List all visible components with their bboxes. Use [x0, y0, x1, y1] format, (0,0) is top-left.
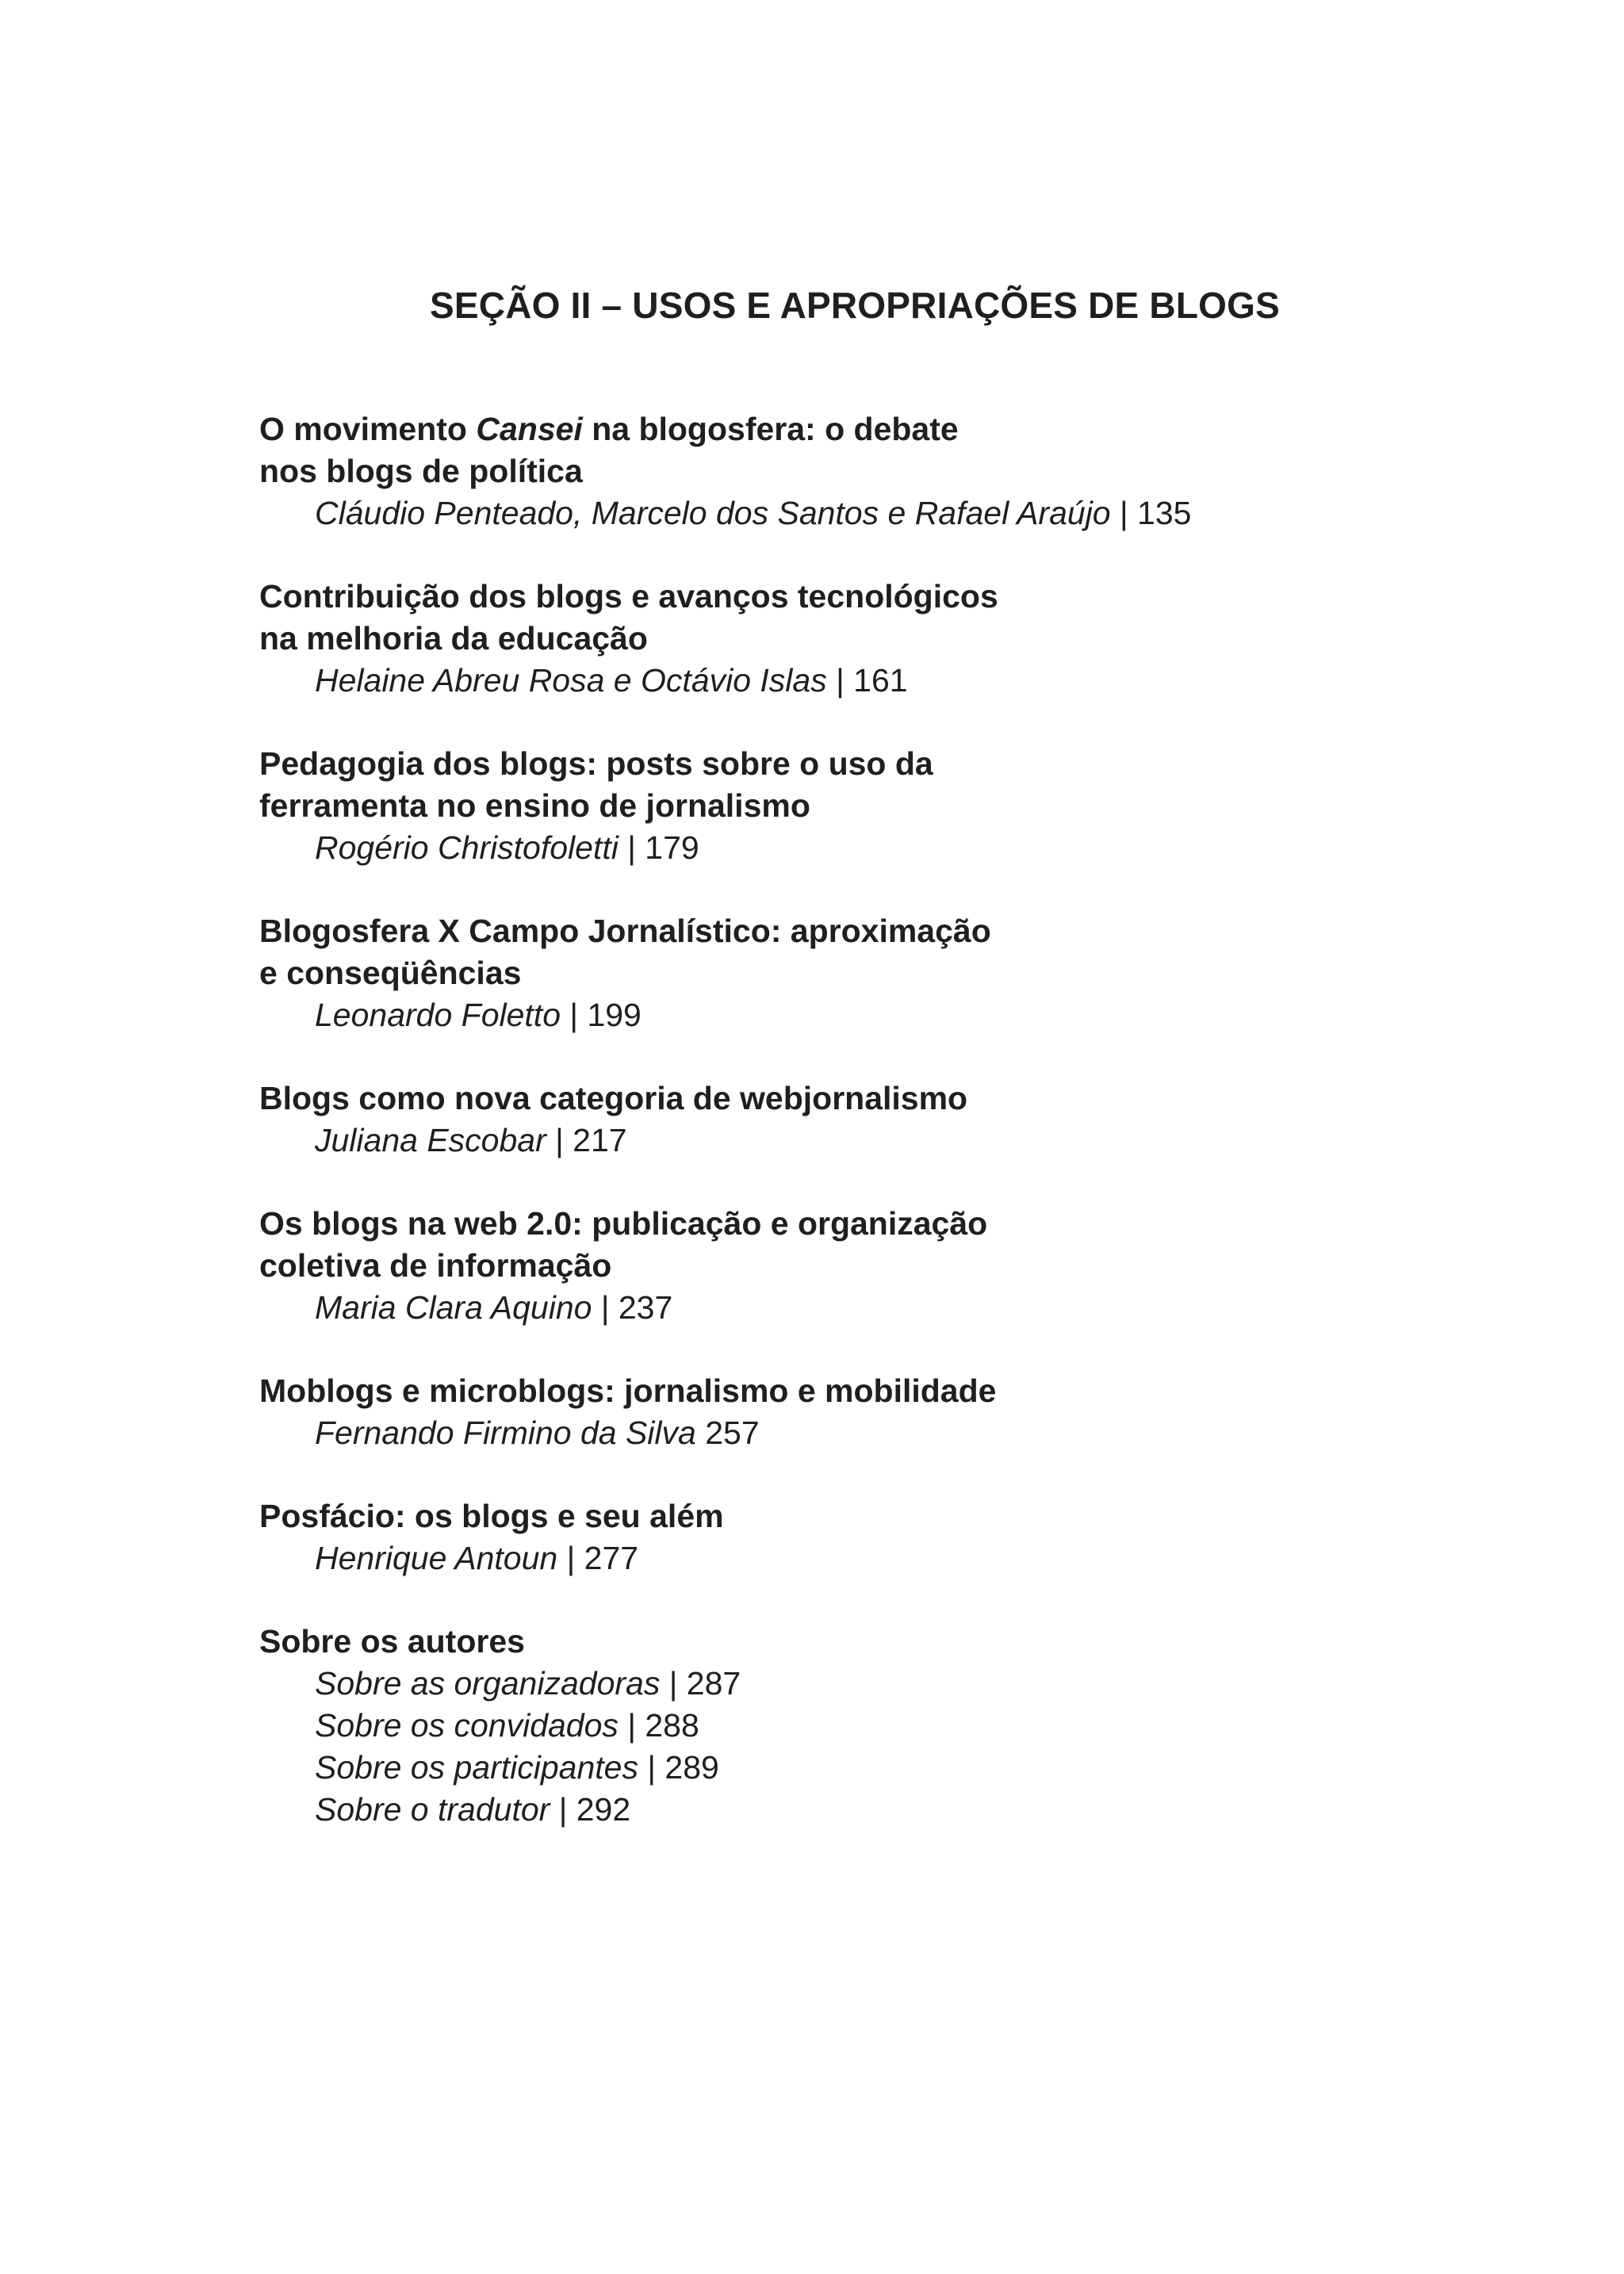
page-number: | 287	[660, 1665, 741, 1702]
author-name: Cláudio Penteado, Marcelo dos Santos e Rafael Araújo	[315, 495, 1111, 531]
toc-subitem	[315, 1747, 1449, 1789]
toc-entry-title-line: Posfácio: os blogs e seu além	[259, 1498, 724, 1534]
page-number: | 135	[1110, 495, 1192, 531]
section-title: SEÇÃO II – USOS E APROPRIAÇÕES DE BLOGS	[430, 285, 1280, 326]
page-number: | 179	[618, 829, 699, 866]
toc-entry-title-line: na melhoria da educação	[259, 620, 648, 657]
toc-entry	[259, 1370, 1449, 1454]
toc-entry-title-line: Os blogs na web 2.0: publicação e organização	[259, 1205, 988, 1242]
title-italic-text: Cansei	[476, 411, 583, 447]
page-number: | 289	[638, 1749, 719, 1786]
subitem-name: Sobre as organizadoras	[315, 1665, 661, 1702]
page-number: | 292	[550, 1791, 631, 1828]
toc-entry-title	[259, 743, 1449, 827]
toc-entry-title	[259, 1078, 1449, 1120]
toc-entry-title-line: nos blogs de política	[259, 453, 583, 489]
toc-entry-title-line: Contribuição dos blogs e avanços tecnológicos	[259, 578, 998, 614]
subitem-name: Sobre os convidados	[315, 1707, 619, 1744]
author-name: Maria Clara Aquino	[315, 1289, 592, 1326]
toc-entry-title	[259, 1370, 1449, 1412]
toc-entry	[259, 1203, 1449, 1329]
author-name: Leonardo Foletto	[315, 997, 561, 1033]
table-of-contents	[259, 408, 1449, 1872]
page-number: | 288	[618, 1707, 699, 1744]
toc-entry-title-line: coletiva de informação	[259, 1247, 612, 1284]
toc-entry-title-line: Blogosfera X Campo Jornalístico: aproximação	[259, 913, 991, 949]
toc-subitem	[315, 1705, 1449, 1747]
toc-entry-title	[259, 1203, 1449, 1287]
toc-entry	[259, 1495, 1449, 1579]
subitem-name: Sobre o tradutor	[315, 1791, 550, 1828]
toc-entry-author-line	[315, 994, 1449, 1036]
toc-entry-title-line: Moblogs e microblogs: jornalismo e mobilidade	[259, 1372, 997, 1409]
toc-entry	[259, 1078, 1449, 1162]
toc-entry	[259, 408, 1449, 534]
toc-entry-title-line: Sobre os autores	[259, 1623, 525, 1660]
page-number: 257	[695, 1415, 760, 1451]
page-number: | 199	[561, 997, 642, 1033]
toc-entry-author-line	[315, 660, 1449, 702]
toc-entry	[259, 576, 1449, 702]
author-name: Henrique Antoun	[315, 1540, 558, 1576]
toc-entry-author-line	[315, 1537, 1449, 1579]
title-text: O movimento	[259, 411, 477, 447]
toc-entry-author-line	[315, 827, 1449, 869]
author-name: Juliana Escobar	[315, 1122, 546, 1158]
toc-entry-title	[259, 1621, 1449, 1663]
toc-entry-title-line: e conseqüências	[259, 955, 522, 991]
toc-entry-author-line	[315, 1412, 1449, 1454]
page-number: | 237	[592, 1289, 673, 1326]
toc-entry-author-line	[315, 1120, 1449, 1162]
toc-entry-title	[259, 408, 1449, 492]
toc-entry-title	[259, 1495, 1449, 1537]
page-number: | 161	[826, 662, 908, 699]
toc-entry	[259, 743, 1449, 869]
title-text: na blogosfera: o debate	[582, 411, 959, 447]
page-number: | 217	[546, 1122, 627, 1158]
toc-entry-title-line: ferramenta no ensino de jornalismo	[259, 787, 810, 824]
toc-entry-title-line	[259, 408, 1449, 450]
author-name: Fernando Firmino da Silva	[315, 1415, 696, 1451]
toc-entry-title	[259, 910, 1449, 994]
toc-subitem	[315, 1663, 1449, 1705]
toc-entry	[259, 910, 1449, 1036]
toc-subitem	[315, 1789, 1449, 1831]
subitem-name: Sobre os participantes	[315, 1749, 638, 1786]
toc-entry-title-line: Pedagogia dos blogs: posts sobre o uso da	[259, 745, 933, 782]
page-number: | 277	[557, 1540, 639, 1576]
toc-entry-title-line: Blogs como nova categoria de webjornalismo	[259, 1080, 968, 1116]
toc-entry-title	[259, 576, 1449, 660]
author-name: Rogério Christofoletti	[315, 829, 619, 866]
author-name: Helaine Abreu Rosa e Octávio Islas	[315, 662, 827, 699]
toc-entry	[259, 1621, 1449, 1831]
toc-entry-author-line	[315, 492, 1449, 534]
toc-entry-author-line	[315, 1287, 1449, 1329]
